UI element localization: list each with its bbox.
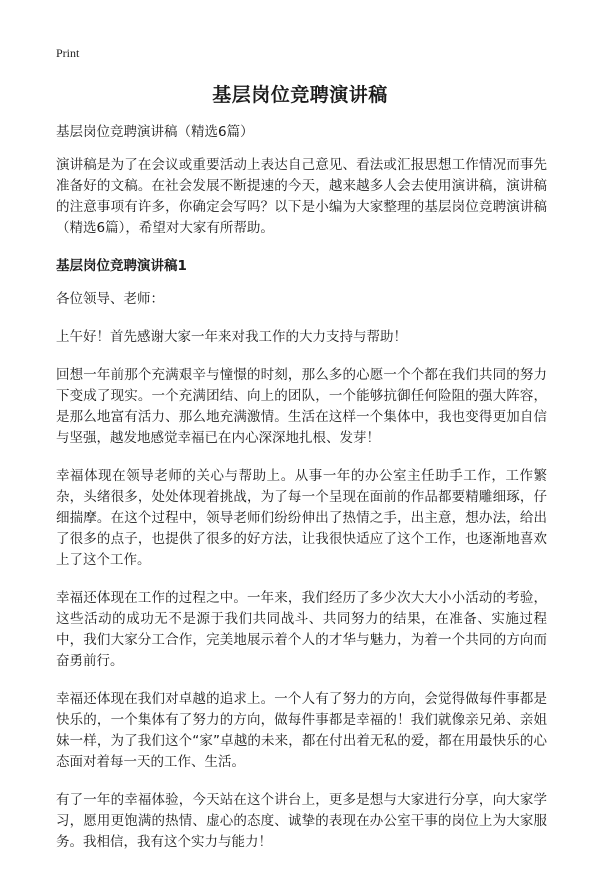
body-paragraph: 回想一年前那个充满艰辛与憧憬的时刻，那么多的心愿一个个都在我们共同的努力下变成了现实。一个充满团结、向上的团队，一个能够抗御任何险阻的强大阵容，是那么地富有活力、那么地充满激情。生活在这样一个集体中，我也变得更加自信与坚强，越发地感觉幸福已在内心深深地扎根、发芽！ — [56, 367, 547, 446]
body-paragraph: 有了一年的幸福体验，今天站在这个讲台上，更多是想与大家进行分享，向大家学习，愿用更饱满的热情、虚心的态度、诚挚的表现在办公室干事的岗位上为大家服务。我相信，我有这个实力与能力！ — [56, 792, 547, 850]
intro-paragraph: 演讲稿是为了在会议或重要活动上表达自己意见、看法或汇报思想工作情况而事先准备好的文稿。在社会发展不断提速的今天，越来越多人会去使用演讲稿，演讲稿的注意事项有许多，你确定会写吗？以下是小编为大家整理的基层岗位竞聘演讲稿（精选6篇），希望对大家有所帮助。 — [56, 157, 547, 236]
greeting-paragraph: 上午好！首先感谢大家一年来对我工作的大力支持与帮助！ — [56, 329, 407, 345]
salutation-paragraph: 各位领导、老师： — [56, 291, 164, 307]
page-title: 基层岗位竞聘演讲稿 — [212, 84, 388, 106]
body-paragraph: 幸福还体现在工作的过程之中。一年来，我们经历了多少次大大小小活动的考验，这些活动的成功无不是源于我们共同战斗、共同努力的结果，在准备、实施过程中，我们大家分工合作，完美地展示着个人的才华与魅力，为着一个共同的方向而奋勇前行。 — [56, 590, 547, 669]
body-paragraph: 幸福体现在领导老师的关心与帮助上。从事一年的办公室主任助手工作，工作繁杂，头绪很多，处处体现着挑战，为了每一个呈现在面前的作品都要精雕细琢，仔细揣摩。在这个过程中，领导老师们纷纷伸出了热情之手，出主意，想办法，给出了很多的点子，也提供了很多的好方法，让我很快适应了这个工作，也逐渐地喜欢上了这个工作。 — [56, 468, 547, 568]
print-link[interactable]: Print — [56, 46, 80, 60]
document-body — [56, 122, 547, 870]
document-subtitle: 基层岗位竞聘演讲稿（精选6篇） — [56, 124, 254, 140]
section-heading: 基层岗位竞聘演讲稿1 — [56, 258, 187, 274]
body-paragraph: 幸福还体现在我们对卓越的追求上。一个人有了努力的方向，会觉得做每件事都是快乐的，一个集体有了努力的方向，做每件事都是幸福的！我们就像亲兄弟、亲姐妹一样，为了我们这个“家”卓越的未来，都在付出着无私的爱，都在用最快乐的心态面对着每一天的工作、生活。 — [56, 691, 547, 770]
